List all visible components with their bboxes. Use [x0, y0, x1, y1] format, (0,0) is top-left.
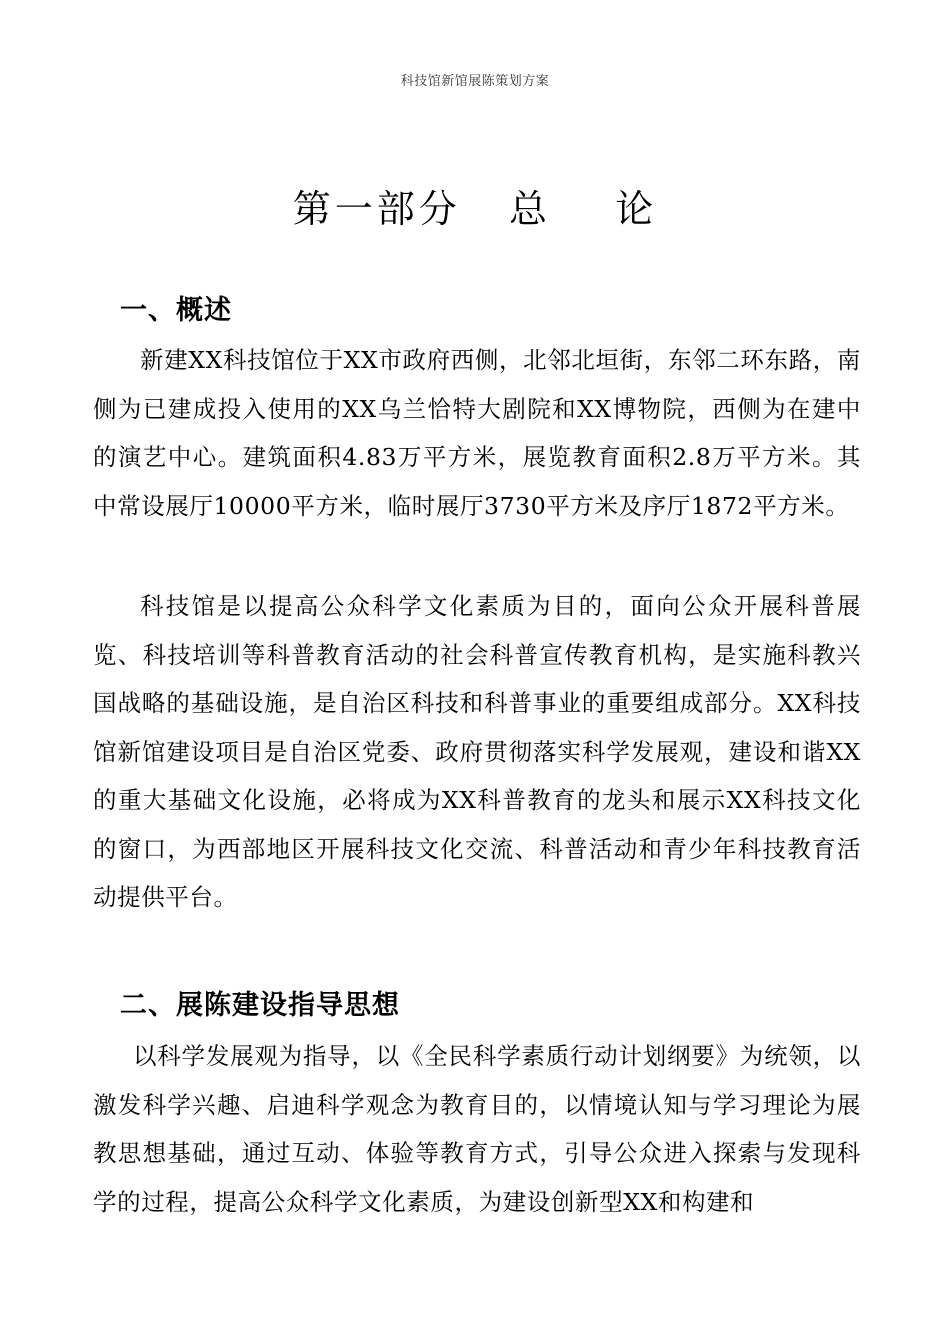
paragraph-overview-purpose: 科技馆是以提高公众科学文化素质为目的，面向公众开展科普展览、科技培训等科普教育活动的社会科普宣传教育机构，是实施科教兴国战略的基础设施，是自治区科技和科普事业的重要组成部分。XX科技馆新馆建设项目是自治区党委、政府贯彻落实科学发展观，建设和谐XX的重大基础文化设施，必将成为XX科普教育的龙头和展示XX科技文化的窗口，为西部地区开展科技文化交流、科普活动和青少年科技教育活动提供平台。 — [93, 592, 861, 911]
paragraph-guiding-ideology: 以科学发展观为指导，以《全民科学素质行动计划纲要》为统领，以激发科学兴趣、启迪科学观念为教育目的，以情境认知与学习理论为展教思想基础，通过互动、体验等教育方式，引导公众进入探索与发现科学的过程，提高公众科学文化素质，为建设创新型XX和构建和 — [93, 1042, 861, 1216]
running-header: 科技馆新馆展陈策划方案 — [400, 74, 550, 89]
section-heading-guiding-ideology: 二、展陈建设指导思想 — [120, 990, 400, 1021]
part-title: 第一部分 总 论 — [292, 187, 658, 231]
paragraph-overview-location: 新建XX科技馆位于XX市政府西侧，北邻北垣街，东邻二环东路，南侧为已建成投入使用的XX乌兰恰特大剧院和XX博物院，西侧为在建中的演艺中心。建筑面积4.83万平方米，展览教育面积2.8万平方米。其中常设展厅10000平方米，临时展厅3730平方米及序厅1872平方米。 — [93, 346, 861, 520]
section-heading-overview: 一、概述 — [120, 295, 232, 326]
